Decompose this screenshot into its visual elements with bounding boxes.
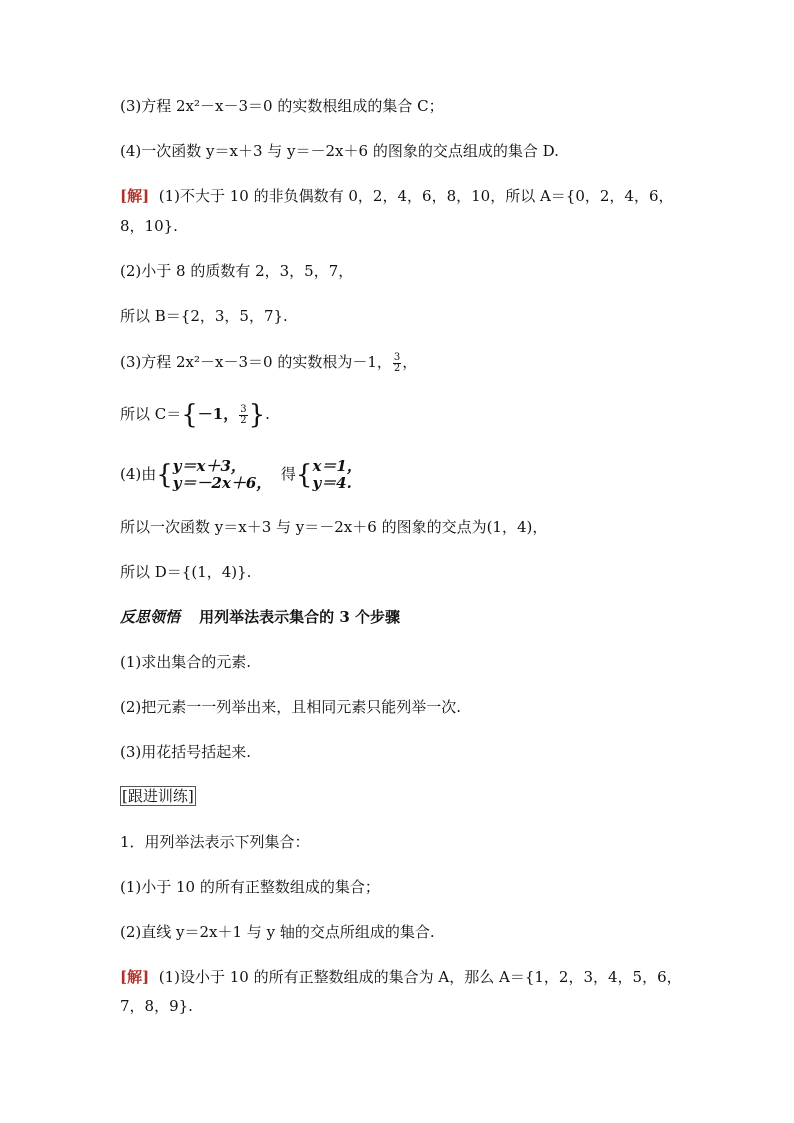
fraction-numerator: 3 xyxy=(393,351,401,363)
solution-3-text: (3)方程 2x²－x－3＝0 的实数根为－1， xyxy=(120,353,392,371)
fraction-denominator: 2 xyxy=(393,362,401,374)
step-1: (1)求出集合的元素. xyxy=(120,653,252,671)
solution-3-line-2: 所以 C＝{－1， $\frac{3}{2}$ }. xyxy=(120,400,270,430)
step-3: (3)用花括号括起来. xyxy=(120,743,252,761)
solution-2-line-2: 所以 B＝{2，3，5，7}. xyxy=(120,307,288,325)
practice-heading xyxy=(120,786,196,806)
solution-1-line-1 xyxy=(120,186,674,206)
solution-4-prefix: (4)由 xyxy=(120,465,157,483)
solution-1-line-2: 8，10}. xyxy=(120,217,178,235)
step-2: (2)把元素一一列举出来，且相同元素只能列举一次. xyxy=(120,698,462,716)
solution-4-mid: 得 xyxy=(280,465,296,483)
reflection-heading xyxy=(120,607,400,627)
fraction-numerator-set: 3 xyxy=(240,403,247,415)
result-system xyxy=(312,458,361,492)
right-brace: } xyxy=(248,400,266,430)
solution-3-set-label: 所以 C＝ xyxy=(120,405,182,423)
solution-4-system xyxy=(120,458,362,492)
exercise-1: 1．用列举法表示下列集合： xyxy=(120,833,310,851)
equation-2: y＝－2x＋6， xyxy=(172,474,272,492)
exercise-1-part-1: (1)小于 10 的所有正整数组成的集合； xyxy=(120,878,380,896)
answer-text: (1)设小于 10 的所有正整数组成的集合为 A，那么 A＝{1，2，3，4，5，6， xyxy=(158,968,682,986)
fraction-three-halves xyxy=(393,353,401,374)
solution-2-line-1: (2)小于 8 的质数有 2，3，5，7， xyxy=(120,262,354,280)
solution-4-line-3: 所以一次函数 y＝x＋3 与 y＝－2x＋6 的图象的交点为(1，4)， xyxy=(120,518,548,536)
result-brace-left: { xyxy=(295,460,313,490)
left-brace: { xyxy=(181,400,198,430)
solution-1-text: (1)不大于 10 的非负偶数有 0，2，4，6，8，10，所以 A＝{0，2，4，6， xyxy=(158,187,674,205)
solution-4-line-4: 所以 D＝{(1，4)}. xyxy=(120,563,252,581)
equation-1: y＝x＋3， xyxy=(172,457,246,475)
solution-tag: [解] xyxy=(120,187,150,205)
answer-line-2: 7，8，9}. xyxy=(120,997,193,1015)
reflection-subtitle: 用列举法表示集合的 3 个步骤 xyxy=(199,608,400,626)
system-brace-left: { xyxy=(156,460,173,490)
fraction-denominator-set: 2 xyxy=(240,414,247,426)
solution-3-element: －1， xyxy=(197,405,239,423)
fraction-three-halves-set xyxy=(239,405,247,426)
solution-3-line-1: (3)方程 2x²－x－3＝0 的实数根为－1， $\frac{3}{2}$ ， xyxy=(120,351,418,374)
result-2: y＝4. xyxy=(312,474,352,492)
answer-line-1 xyxy=(120,967,682,987)
question-3: (3)方程 2x²－x－3＝0 的实数根组成的集合 C； xyxy=(120,97,444,115)
reflection-title: 反思领悟 xyxy=(120,608,181,626)
answer-tag: [解] xyxy=(120,968,150,986)
practice-tag: [跟进训练] xyxy=(122,787,194,805)
exercise-1-part-2: (2)直线 y＝2x＋1 与 y 轴的交点所组成的集合. xyxy=(120,923,435,941)
question-4: (4)一次函数 y＝x＋3 与 y＝－2x＋6 的图象的交点组成的集合 D. xyxy=(120,142,559,160)
equation-system xyxy=(173,458,272,492)
result-1: x＝1， xyxy=(312,457,362,475)
